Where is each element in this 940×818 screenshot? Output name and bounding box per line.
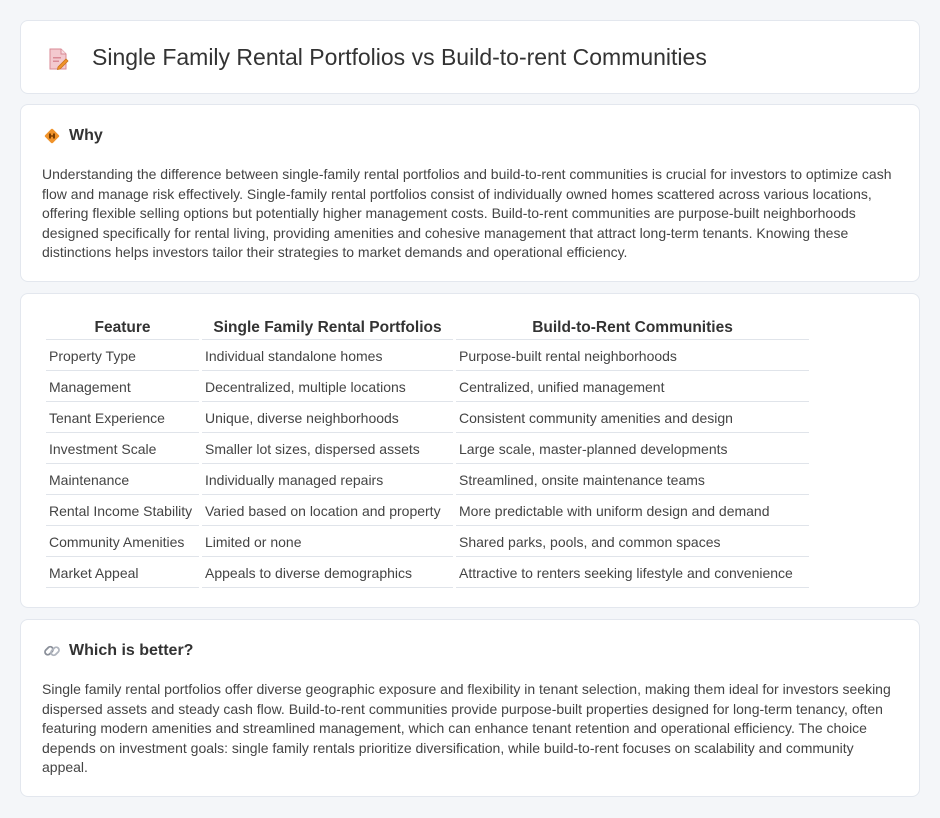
- feature-cell: Tenant Experience: [46, 402, 199, 433]
- which-is-better-heading: [43, 642, 193, 660]
- comparison-card: [20, 293, 920, 608]
- feature-cell: Community Amenities: [46, 526, 199, 557]
- feature-cell: Property Type: [46, 340, 199, 371]
- single-family-cell: Individual standalone homes: [202, 340, 453, 371]
- single-family-cell: Appeals to diverse demographics: [202, 557, 453, 588]
- column-header-build-to-rent: Build-to-Rent Communities: [456, 315, 809, 340]
- single-family-cell: Individually managed repairs: [202, 464, 453, 495]
- feature-cell: Management: [46, 371, 199, 402]
- column-header-feature: Feature: [46, 315, 199, 340]
- table-row: [46, 433, 809, 464]
- comparison-table: [43, 315, 812, 588]
- build-to-rent-cell: Streamlined, onsite maintenance teams: [456, 464, 809, 495]
- single-family-cell: Unique, diverse neighborhoods: [202, 402, 453, 433]
- road-sign-icon: [43, 127, 61, 145]
- build-to-rent-cell: More predictable with uniform design and demand: [456, 495, 809, 526]
- single-family-cell: Varied based on location and property: [202, 495, 453, 526]
- build-to-rent-cell: Consistent community amenities and design: [456, 402, 809, 433]
- which-is-better-title: Which is better?: [69, 642, 194, 659]
- single-family-cell: Decentralized, multiple locations: [202, 371, 453, 402]
- build-to-rent-cell: Shared parks, pools, and common spaces: [456, 526, 809, 557]
- feature-cell: Investment Scale: [46, 433, 199, 464]
- build-to-rent-cell: Large scale, master-planned developments: [456, 433, 809, 464]
- build-to-rent-cell: Centralized, unified management: [456, 371, 809, 402]
- which-is-better-text: Single family rental portfolios offer diverse geographic exposure and flexibility in tenant selection, making them ideal for investors seeking dispersed assets and steady cash flow. Build-to-rent communities provide purpose-built properties designed for long-term tenancy, often featuring modern amenities and streamlined management, which can enhance tenant retention and operational efficiency. The choice depends on investment goals: single family rentals prioritize diversification, while build-to-rent focuses on scalability and community appeal.: [42, 681, 891, 775]
- which-is-better-card: [20, 619, 920, 797]
- table-row: [46, 340, 809, 371]
- single-family-cell: Smaller lot sizes, dispersed assets: [202, 433, 453, 464]
- table-row: [46, 526, 809, 557]
- why-card: [20, 104, 920, 282]
- why-heading: [43, 127, 103, 145]
- build-to-rent-cell: Attractive to renters seeking lifestyle and convenience: [456, 557, 809, 588]
- why-title: Why: [69, 127, 103, 144]
- table-row: [46, 371, 809, 402]
- table-row: [46, 495, 809, 526]
- feature-cell: Maintenance: [46, 464, 199, 495]
- build-to-rent-cell: Purpose-built rental neighborhoods: [456, 340, 809, 371]
- header-card: [20, 20, 920, 94]
- table-header-row: [46, 315, 809, 340]
- feature-cell: Rental Income Stability: [46, 495, 199, 526]
- page-title: Single Family Rental Portfolios vs Build-to-rent Communities: [92, 44, 707, 70]
- document-pencil-icon: [47, 47, 69, 71]
- table-row: [46, 557, 809, 588]
- table-row: [46, 464, 809, 495]
- table-row: [46, 402, 809, 433]
- single-family-cell: Limited or none: [202, 526, 453, 557]
- why-text: Understanding the difference between single-family rental portfolios and build-to-rent communities is crucial for investors to optimize cash flow and manage risk effectively. Single-family rental portfolios consist of individually owned homes scattered across various locations, offering flexible selling options but potentially higher management costs. Build-to-rent communities are purpose-built neighborhoods designed specifically for rental living, providing amenities and cohesive management that attract long-term tenants. Knowing these distinctions helps investors tailor their strategies to market demands and operational efficiency.: [42, 166, 892, 260]
- link-icon: [43, 642, 61, 660]
- feature-cell: Market Appeal: [46, 557, 199, 588]
- column-header-single-family: Single Family Rental Portfolios: [202, 315, 453, 340]
